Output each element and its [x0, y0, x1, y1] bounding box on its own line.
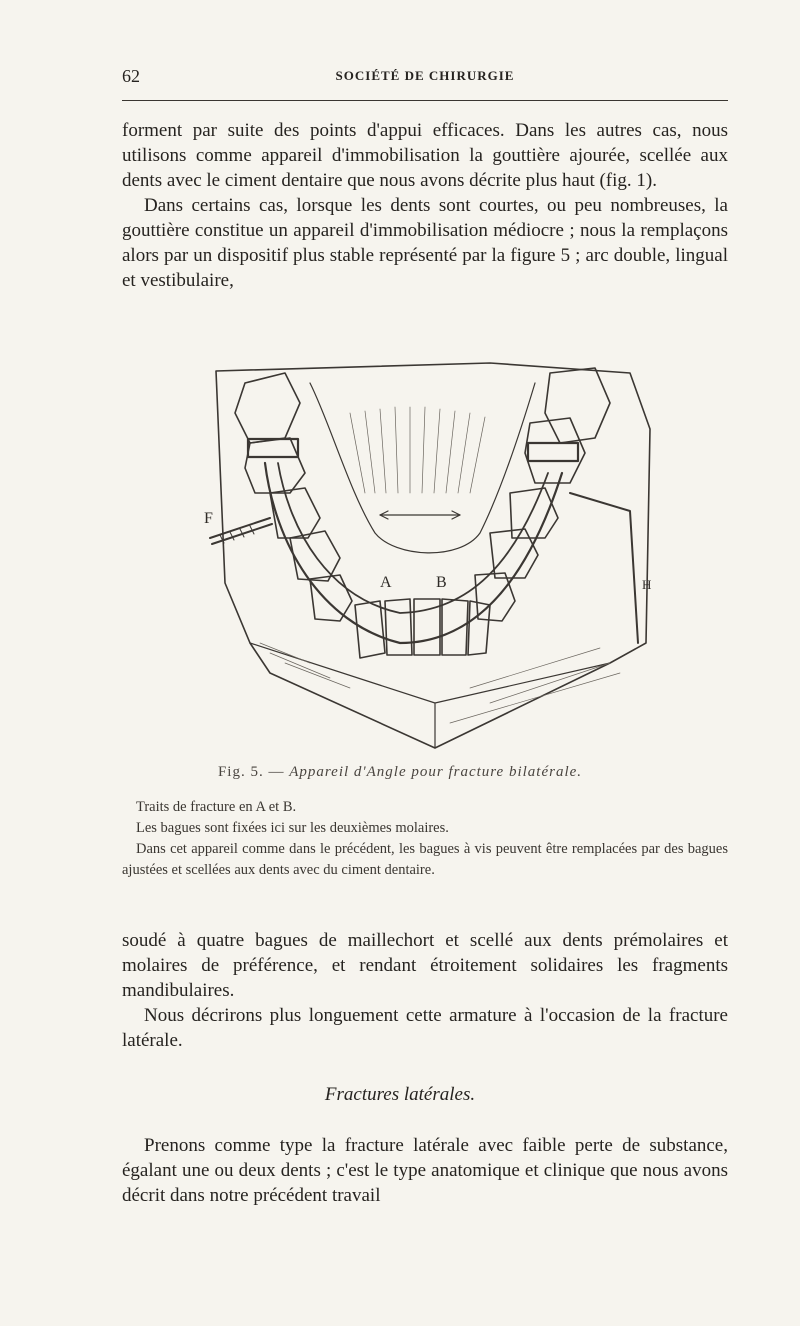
tooth	[442, 599, 468, 655]
note-line: Les bagues sont fixées ici sur les deuxièmes molaires.	[136, 820, 449, 836]
paragraph: forment par suite des points d'appui efficaces. Dans les autres cas, nous utilisons comme appareil d'immobilisation la gouttière ajourée, scellée aux dents avec le ciment dentaire que nous avons décrite plus haut (fig. 1).	[122, 120, 728, 191]
tooth	[525, 418, 585, 483]
page-header	[122, 66, 728, 88]
figure-label-f: F	[204, 510, 213, 527]
header-rule	[122, 100, 728, 101]
paragraph: Nous décrirons plus longuement cette armature à l'occasion de la fracture latérale.	[122, 1005, 728, 1051]
note-line: Dans cet appareil comme dans le précédent, les bagues à vis peuvent être remplacées par des bagues ajustées et scellées aux dents avec du ciment dentaire.	[122, 841, 728, 878]
tooth	[490, 529, 538, 578]
lingual-space	[310, 383, 535, 553]
tooth	[310, 575, 352, 621]
jaw-appliance-drawing	[190, 343, 670, 753]
caption-title: Appareil d'Angle pour fracture bilatérale.	[289, 764, 583, 780]
figure-caption	[0, 764, 800, 781]
tooth	[270, 488, 320, 538]
page-number: 62	[122, 66, 140, 86]
section-heading: Fractures latérales.	[324, 1084, 476, 1105]
figure-label-a: A	[380, 574, 392, 591]
figure-illustration	[190, 343, 670, 753]
body-text-last	[122, 1133, 728, 1208]
figure-label-b: B	[436, 574, 447, 591]
paragraph: Prenons comme type la fracture latérale avec faible perte de substance, égalant une ou deux dents ; c'est le type anatomique et clinique que nous avons décrit dans notre précédent travail	[122, 1135, 728, 1206]
screw	[570, 493, 638, 643]
note-line: Traits de fracture en A et B.	[136, 799, 297, 815]
paragraph: soudé à quatre bagues de maillechort et scellé aux dents prémolaires et molaires de préférence, et rendant étroitement solidaires les fragments mandibulaires.	[122, 930, 728, 1001]
tooth	[245, 438, 305, 493]
tooth	[235, 373, 300, 443]
running-title: SOCIÉTÉ DE CHIRURGIE	[335, 68, 515, 83]
tooth	[355, 601, 385, 658]
body-text-bottom	[122, 928, 728, 1053]
molar-band	[528, 443, 578, 461]
paragraph: Dans certains cas, lorsque les dents sont courtes, ou peu nombreuses, la gouttière constitue un appareil d'immobilisation médiocre ; nous la remplaçons alors par un dispositif plus stable représenté par la figure 5 ; arc double, lingual et vestibulaire,	[122, 195, 728, 291]
figure-notes	[122, 797, 728, 881]
tooth	[545, 368, 610, 443]
caption-prefix: Fig. 5. —	[217, 764, 285, 780]
body-text-top	[122, 118, 728, 293]
figure-label-h: H	[642, 577, 652, 592]
tooth	[385, 599, 412, 655]
plaster-base	[216, 363, 650, 748]
